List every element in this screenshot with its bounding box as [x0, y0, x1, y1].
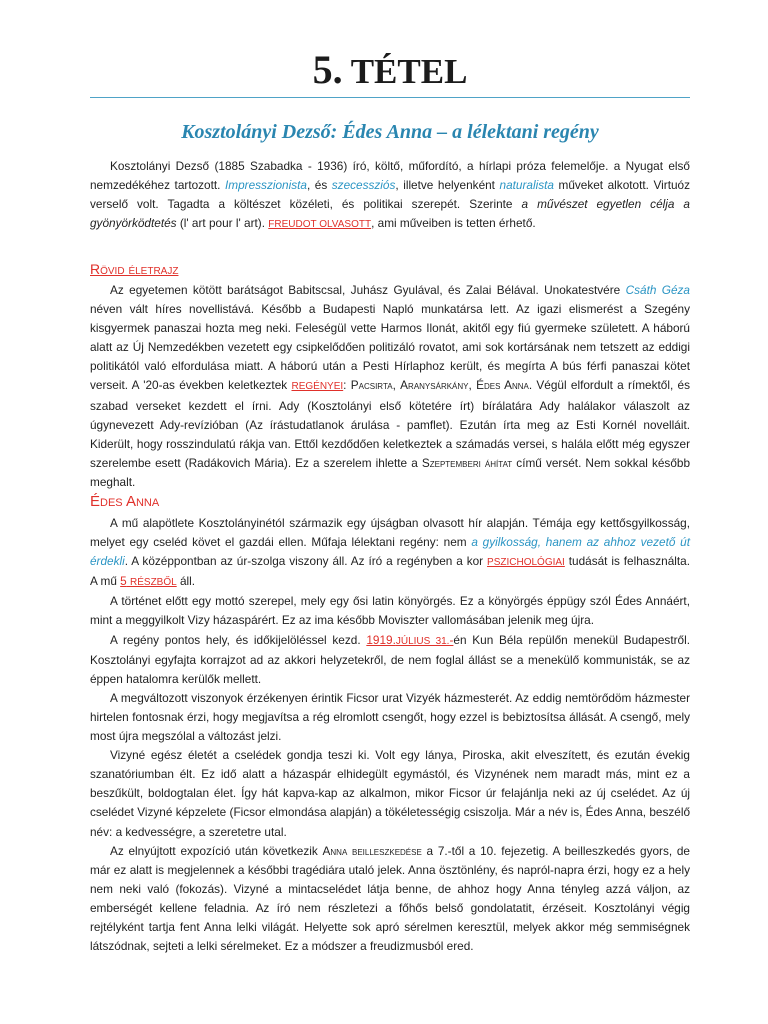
title-divider — [90, 97, 690, 98]
highlight-term: szecessziós — [331, 178, 396, 193]
paragraph: A történet előtt egy mottó szerepel, mely egy ősi latin könyörgés. Ez a könyörgés éppügy szól Édes Annáért, mint a meggyilkolt Vizy házaspárért. Ez az ima később Moviszter vallomásában jelenik meg újra. — [90, 594, 690, 628]
paragraph: Vizyné egész életét a cselédek gondja teszi ki. Volt egy lánya, Piroska, akit elveszített, és ezután évekig szanatóriumban élt. Ez idő alatt a házaspár elhidegült egymástól, és Vizynének nem maradt más, mint ez a beszűkült, boldogtalan élet. Így hát kapva-kap az alkalmon, mikor Ficsor úr felajánlja neki az új cselédet. Az új cselédet Vizyné képzelete (Ficsor elmondása alapján) a tökéletességig csiszolja. Már a név is, Édes Anna, beszélő név: a kedvességre, a szeretetre utal. — [90, 748, 690, 839]
title-text: TÉTEL — [350, 52, 468, 91]
term-smallcaps: Anna beilleszkedése — [322, 843, 422, 858]
edes-anna-body — [90, 514, 690, 956]
title-number: 5. — [312, 47, 343, 92]
highlight-term: a gyilkosság, hanem az ahhoz vezető út érdekli — [90, 535, 690, 569]
highlight-term: Csáth Géza — [625, 283, 690, 297]
link-pszichologiai[interactable]: PSZICHOLÓGIAI — [487, 557, 565, 569]
link-reszbol[interactable]: 5 RÉSZBŐL — [120, 574, 177, 589]
work-title: Aranysárkány — [400, 378, 469, 393]
work-title: Édes Anna — [476, 378, 529, 393]
page-title — [90, 48, 690, 94]
link-regenyei[interactable]: REGÉNYEI — [291, 381, 344, 393]
section-heading-biography: Rövid életrajz — [90, 261, 179, 277]
paragraph: Az elnyújtott expozíció után következik Anna beilleszkedése a 7.-től a 10. fejezetig. A beilleszkedés gyors, de már ez alatt is megjelennek a későbbi tragédiára utaló jelek. Anna ösztönlény, és napról-napra érzi, hogy ez a hely nem neki való (fokozás). Vizyné a mintacselédet látja benne, de ahhoz hogy Anna tényleg azzá váljon, az emberségét kellene feladnia. Az író nem részletezi a főhős belső gondolatatit, érzéseit. Kosztolányi végig rejtélyként tartja fent Anna lelki világát. Helyette sok apró sérelmen keresztül, melyek akkor még semmiségnek látszódnak, sejteti a lelki sérelmeket. Ez a módszer a freudizmusból ered. — [90, 843, 690, 954]
work-title: Szeptemberi áhítat — [421, 455, 513, 470]
link-freudot[interactable]: FREUDOT OLVASOTT — [268, 219, 372, 231]
intro-paragraph: Kosztolányi Dezső (1885 Szabadka - 1936) író, költő, műfordító, a hírlapi próza felemelője. a Nyugat első nemzedékéhez tartozott. Impresszionista, és szecessziós, illetve helyenként naturalista műveket alkotott. Virtuóz verselő volt. Tagadta a költészet közéleti, és politikai szerepét. Szerinte a művészet egyetlen célja a gyönyörködtetés (l' art pour l' art). FREUDOT OLVASOTT, ami műveiben is tetten érhető. — [90, 159, 690, 231]
highlight-term: naturalista — [499, 178, 554, 193]
highlight-term: Impresszionista — [225, 178, 307, 193]
section-heading-edes-anna: Édes Anna — [90, 493, 160, 510]
paragraph: A megváltozott viszonyok érzékenyen érintik Ficsor urat Vizyék házmesterét. Az eddig nemtörődöm házmester hirtelen fontosnak érzi, hogy megjavítsa a rég elromlott csengőt, hogy ezzel is bebiztosítsa állását. A csengő, mely most újra megszólal a változást jelzi. — [90, 690, 690, 744]
subtitle: Kosztolányi Dezső: Édes Anna – a lélektani regény — [181, 121, 599, 143]
paragraph: A mű alapötlete Kosztolányinétól származik egy újságban olvasott hír alapján. Témája egy kettősgyilkosság, melyet egy cseléd követ el gazdái ellen. Műfaja lélektani regény: nem a gyilkosság, hanem az ahhoz vezető út érdekli. A középpontban az úr-szolga viszony áll. Az író a regényben a kor PSZICHOLÓGIAI tudását is felhasználta. A mű 5 RÉSZBŐL áll. — [90, 516, 690, 589]
work-title: Pacsirta — [350, 378, 393, 393]
italic-phrase: a művészet egyetlen célja a gyönyörködtetés — [90, 197, 690, 231]
paragraph: A regény pontos hely, és időkijelöléssel kezd. 1919.JÚLIUS 31.-én Kun Béla repülőn menekül Budapestről. Kosztolányi egyfajta korrajzot ad az akkori helyzetekről, de nem foglal állást se a menekülő kommunisták, se az éppen hatalomra kerülők mellett. — [90, 632, 690, 686]
biography-paragraph: Az egyetemen kötött barátságot Babitscsal, Juhász Gyulával, és Zalai Bélával. Unokatestvére Csáth Géza néven vált híres novellistává. Később a Budapesti Napló munkatársa lett. Az igazi elismerést a Szegény kisgyermek panaszai hozta meg neki. Feleségül vette Harmos Ilonát, akitől egy fiú gyermeke született. A háború alatt az Új Nemzedékben vezetett egy csipkelődően politizáló rovatot, ami sok kortársának nem tetszett az eddigi politikától való elfordulása miatt. A háború után a Pesti Hírlaphoz került, és megírta A bús férfi panaszai kötet verseit. A '20-as években keletkeztek REGÉNYEI: Pacsirta, Aranysárkány, Édes Anna. Végül elfordult a rímektől, és szabad verseket kezdett el írni. Ady (Kosztolányi első kötetére írt) bírálatára Ady halálakor válaszolt az úgynevezett Ady-revízióban (Az írástudatlanok árulása - pamflet). Ezután írta meg az Esti Kornél novelláit. Kiderült, hogy rosszindulatú rákja van. Ettől kezdődően keletkeztek a számadás versei, s halála előtt még egyszer szerelembe esett (Radákovich Mária). Ez a szerelem ihlette a Szeptemberi áhítat című versét. Nem sokkal később meghalt. — [90, 283, 691, 489]
link-date[interactable]: 1919.JÚLIUS 31.- — [366, 632, 454, 647]
